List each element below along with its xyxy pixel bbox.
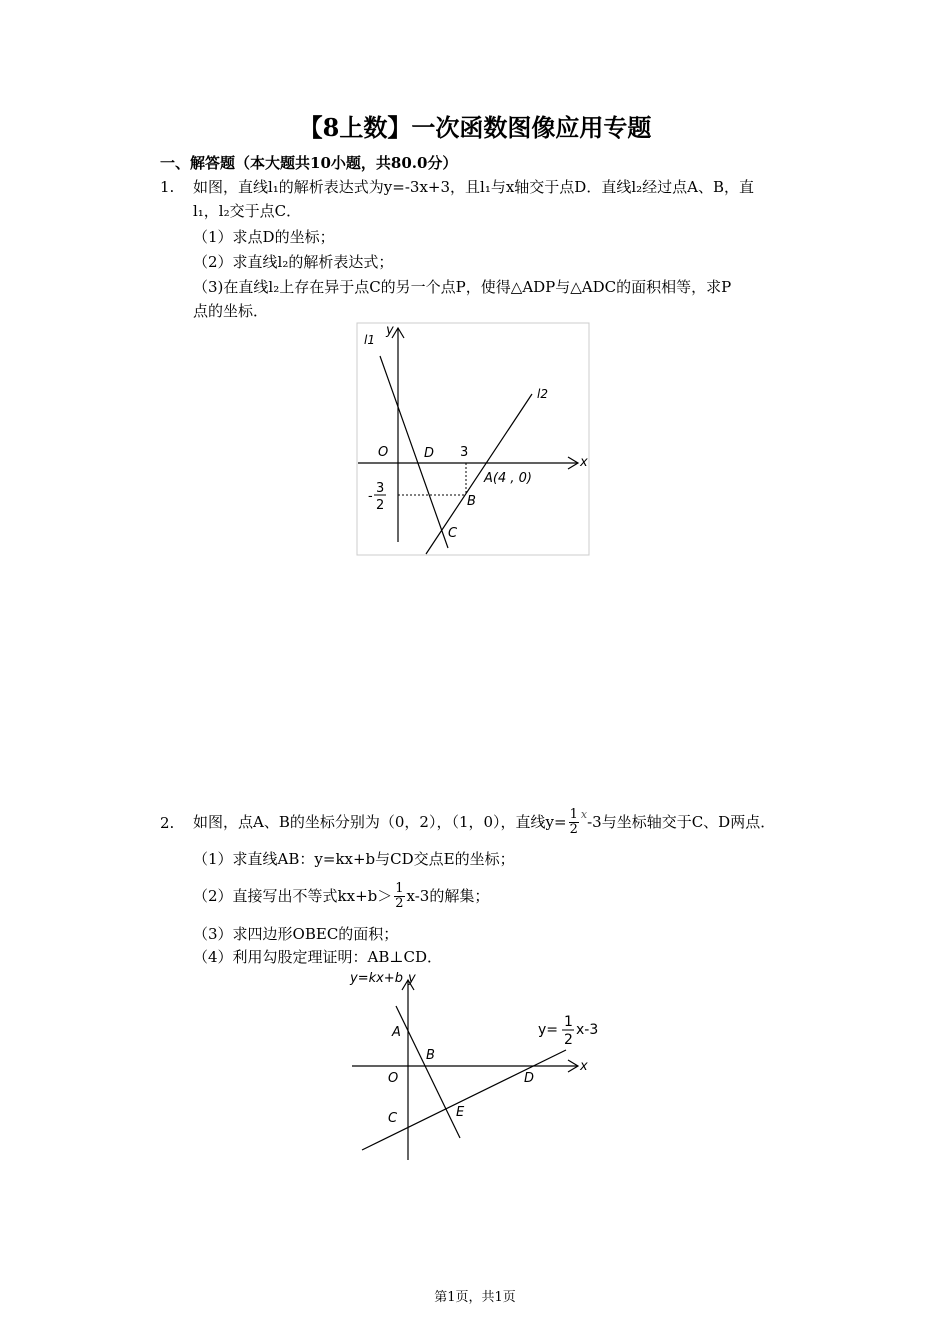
q2-line1 <box>193 800 775 844</box>
q1-label-x: x <box>580 455 588 470</box>
q2-label-y: y <box>408 971 416 986</box>
q2-sub2-start: （2）直接写出不等式kx+b＞ <box>193 887 393 905</box>
q2-label-e: E <box>456 1105 465 1120</box>
q2-label-cd-prefix: y= <box>538 1022 559 1038</box>
q2-line1-x: x <box>580 808 588 821</box>
q1-label-b: B <box>467 494 476 509</box>
q2-sub2 <box>193 874 489 918</box>
q2-label-a: A <box>392 1025 401 1040</box>
q1-sub3a: （3)在直线l₂上存在异于点C的另一个点P，使得△ADP与△ADC的面积相等，求P <box>193 278 732 296</box>
q2-sub2-end: x-3的解集； <box>406 887 490 905</box>
q1-sub1: （1）求点D的坐标； <box>193 228 335 246</box>
q1-label-c: C <box>448 526 458 541</box>
q2-label-c: C <box>388 1111 398 1126</box>
q1-label-o: O <box>378 445 389 460</box>
q2-half-fraction <box>569 808 579 837</box>
q2-line-cd <box>362 1050 566 1150</box>
page-title: 【8上数】一次函数图像应用专题 <box>298 113 652 142</box>
q2-label-ab: y=kx+b <box>350 971 403 986</box>
q1-label-a: A(4 , 0) <box>484 471 532 486</box>
q1-label-3: 3 <box>460 445 469 460</box>
q2-label-cd-suffix: x-3 <box>576 1022 599 1038</box>
q1-figure <box>356 322 592 558</box>
q1-figure-frame <box>357 323 589 555</box>
q2-sub2-frac-num: 1 <box>395 880 404 896</box>
q2-sub2-frac-den: 2 <box>395 895 404 911</box>
q2-number: 2. <box>160 814 175 832</box>
q2-line1-end: -3与坐标轴交于C、D两点． <box>587 813 776 831</box>
q2-line1-start: 如图，点A、B的坐标分别为（0，2），（1，0），直线y= <box>193 813 567 831</box>
q2-half-num: 1 <box>569 806 578 822</box>
q1-label-minus: - <box>368 489 373 504</box>
q1-label-d: D <box>424 446 435 461</box>
q2-label-cd-den: 2 <box>564 1032 573 1048</box>
q1-line2: l₁，l₂交于点C． <box>193 202 302 220</box>
q1-label-l1: l1 <box>364 333 375 347</box>
q1-label-y: y <box>386 323 394 338</box>
q2-label-d: D <box>524 1071 535 1086</box>
q2-sub1: （1）求直线AB：y=kx+b与CD交点E的坐标； <box>193 850 515 868</box>
q1-label-frac-num: 3 <box>376 481 385 496</box>
q1-label-frac-den: 2 <box>376 498 385 513</box>
q2-sub3: （3）求四边形OBEC的面积； <box>193 925 399 943</box>
q1-number: 1. <box>160 178 175 196</box>
q2-sub4: （4）利用勾股定理证明：AB⊥CD． <box>193 948 443 966</box>
q2-sub2-fraction <box>394 882 404 911</box>
q2-figure <box>344 966 614 1166</box>
q1-line1: 如图，直线l₁的解析表达式为y=-3x+3，且l₁与x轴交于点D．直线l₂经过点A、B，直 <box>193 178 755 196</box>
q1-sub3b: 点的坐标． <box>193 302 269 320</box>
q2-label-x: x <box>580 1059 588 1074</box>
q1-label-l2: l2 <box>537 387 548 401</box>
section-heading: 一、解答题（本大题共10小题，共80.0分） <box>160 154 458 172</box>
q2-label-b: B <box>426 1048 435 1063</box>
page-footer: 第1页，共1页 <box>434 1290 516 1305</box>
q2-half-den: 2 <box>569 821 578 837</box>
q2-label-o: O <box>388 1071 399 1086</box>
q2-label-cd-num: 1 <box>564 1014 573 1030</box>
q1-sub2: （2）求直线l₂的解析表达式； <box>193 253 394 271</box>
